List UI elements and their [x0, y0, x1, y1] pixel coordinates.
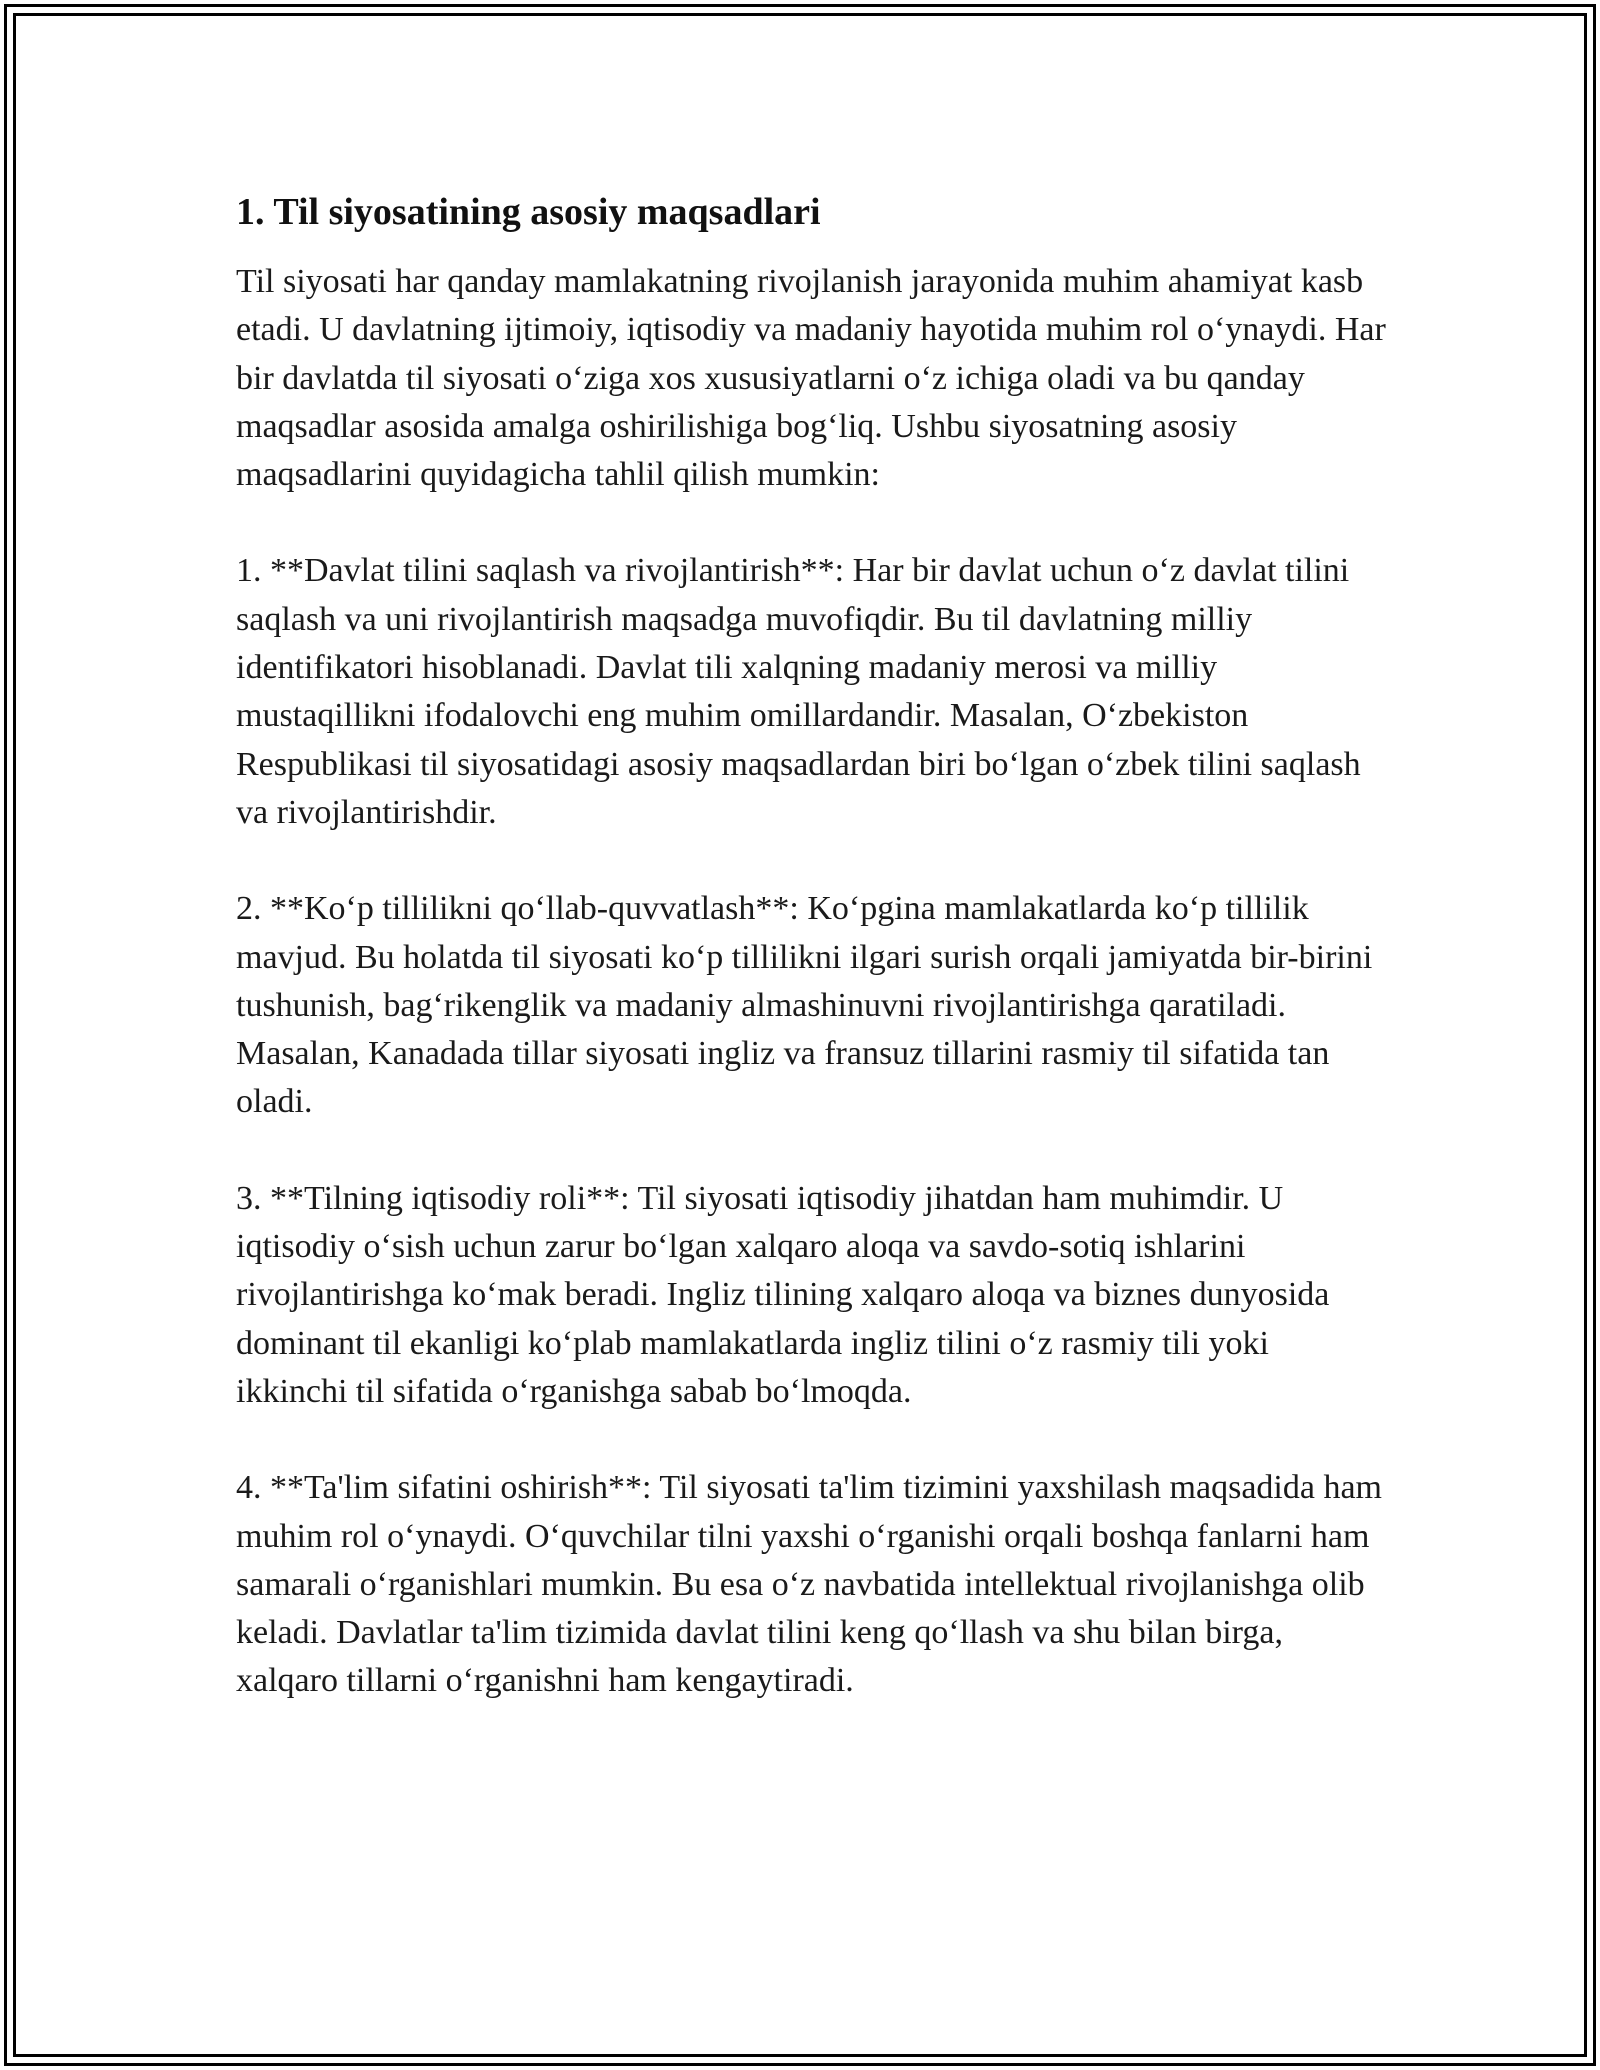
- paragraph-item-3: 3. **Tilning iqtisodiy roli**: Til siyosati iqtisodiy jihatdan ham muhimdir. U iqtisodiy o‘sish uchun zarur bo‘lgan xalqaro aloqa va savdo-sotiq ishlarini rivojlantirishga ko‘mak beradi. Ingliz tilining xalqaro aloqa va biznes dunyosida dominant til ekanligi ko‘plab mamlakatlarda ingliz tilini o‘z rasmiy tili yoki ikkinchi til sifatida o‘rganishga sabab bo‘lmoqda.: [236, 1179, 1330, 1410]
- paragraph-item-2: 2. **Ko‘p tillilikni qo‘llab-quvvatlash**: Ko‘pgina mamlakatlarda ko‘p tillilik mavjud. Bu holatda til siyosati ko‘p tillilikni ilgari surish orqali jamiyatda bir-birini tushunish, bag‘rikenglik va madaniy almashinuvni rivojlantirishga qaratiladi. Masalan, Kanadada tillar siyosati ingliz va fransuz tillarini rasmiy til sifatida tan oladi.: [236, 890, 1373, 1121]
- paragraph-item-1: 1. **Davlat tilini saqlash va rivojlantirish**: Har bir davlat uchun o‘z davlat tilini saqlash va uni rivojlantirish maqsadga muvofiqdir. Bu til davlatning milliy identifikatori hisoblanadi. Davlat tili xalqning madaniy merosi va milliy mustaqillikni ifodalovchi eng muhim omillardandir. Masalan, O‘zbekiston Respublikasi til siyosatidagi asosiy maqsadlardan biri bo‘lgan o‘zbek tilini saqlash va rivojlantirishdir.: [236, 552, 1361, 831]
- section-heading: 1. Til siyosatining asosiy maqsadlari: [236, 191, 821, 233]
- paragraph-item-4: 4. **Ta'lim sifatini oshirish**: Til siyosati ta'lim tizimini yaxshilash maqsadida ham muhim rol o‘ynaydi. O‘quvchilar tilni yaxshi o‘rganishi orqali boshqa fanlarni ham samarali o‘rganishlari mumkin. Bu esa o‘z navbatida intellektual rivojlanishga olib keladi. Davlatlar ta'lim tizimida davlat tilini keng qo‘llash va shu bilan birga, xalqaro tillarni o‘rganishni ham kengaytiradi.: [236, 1469, 1382, 1700]
- document-body: [236, 188, 1386, 1754]
- intro-paragraph: Til siyosati har qanday mamlakatning rivojlanish jarayonida muhim ahamiyat kasb etadi. U davlatning ijtimoiy, iqtisodiy va madaniy hayotida muhim rol o‘ynaydi. Har bir davlatda til siyosati o‘ziga xos xususiyatlarni o‘z ichiga oladi va bu qanday maqsadlar asosida amalga oshirilishiga bog‘liq. Ushbu siyosatning asosiy maqsadlarini quyidagicha tahlil qilish mumkin:: [236, 263, 1386, 494]
